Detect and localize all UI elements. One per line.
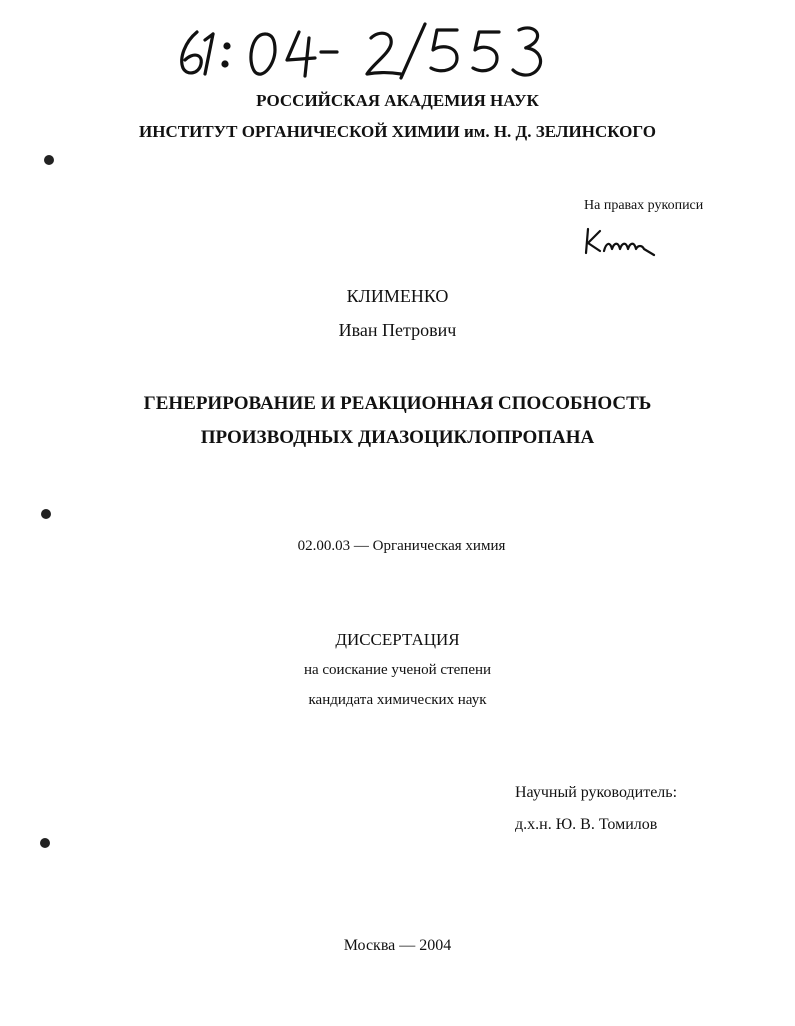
author-given-names: Иван Петрович — [338, 320, 457, 340]
title-line-2: ПРОИЗВОДНЫХ ДИАЗОЦИКЛОПРОПАНА — [200, 427, 595, 448]
manuscript-note: На правах рукописи — [584, 198, 704, 213]
archive-number-text — [0, 0, 1, 1]
city-year: Москва — 2004 — [343, 937, 452, 954]
dissertation-type: ДИССЕРТАЦИЯ — [335, 630, 460, 649]
binding-hole-3 — [40, 838, 50, 848]
institute-name: ИНСТИТУТ ОРГАНИЧЕСКОЙ ХИМИИ им. Н. Д. ЗЕЛИНСКОГО — [139, 122, 656, 141]
degree-line-1: на соискание ученой степени — [303, 662, 492, 678]
binding-hole-2 — [41, 509, 51, 519]
supervisor-name: д.х.н. Ю. В. Томилов — [515, 816, 658, 833]
title-line-1: ГЕНЕРИРОВАНИЕ И РЕАКЦИОННАЯ СПОСОБНОСТЬ — [143, 393, 652, 414]
binding-hole-1 — [44, 155, 54, 165]
handwritten-archive-number — [175, 20, 555, 80]
degree-line-2: кандидата химических наук — [308, 692, 487, 708]
author-surname: КЛИМЕНКО — [346, 286, 449, 306]
supervisor-label: Научный руководитель: — [515, 784, 678, 801]
academy-name: РОССИЙСКАЯ АКАДЕМИЯ НАУК — [256, 91, 539, 110]
author-signature — [582, 225, 662, 261]
specialty: 02.00.03 — Органическая химия — [297, 538, 506, 554]
